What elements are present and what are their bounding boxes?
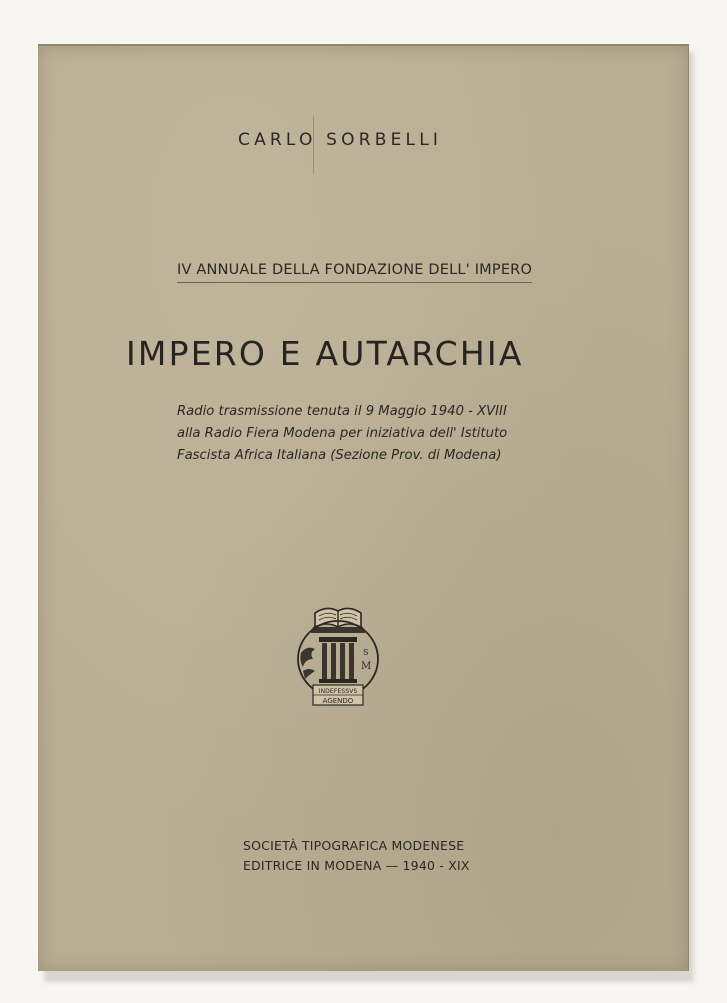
columns-icon bbox=[319, 637, 357, 683]
publisher-line: SOCIETÀ TIPOGRAFICA MODENESE bbox=[243, 838, 465, 853]
publisher-line: EDITRICE IN MODENA — 1940 - XIX bbox=[243, 858, 470, 873]
printer-mark-emblem-icon bbox=[293, 593, 383, 713]
author-name: CARLO SORBELLI bbox=[238, 130, 443, 150]
emblem-motto-line2: AGENDO bbox=[322, 697, 354, 705]
emblem-motto-line1: INDEFESSVS bbox=[318, 688, 358, 695]
publisher-block bbox=[243, 836, 470, 876]
subtitle-block bbox=[177, 401, 507, 467]
occasion-line: IV ANNUALE DELLA FONDAZIONE DELL' IMPERO bbox=[177, 262, 532, 283]
svg-text:M: M bbox=[361, 661, 372, 672]
subtitle-line: Fascista Africa Italiana (Sezione Prov. di Modena) bbox=[177, 448, 502, 463]
pamphlet-cover bbox=[38, 44, 689, 971]
book-title: IMPERO E AUTARCHIA bbox=[126, 334, 524, 373]
subtitle-line: alla Radio Fiera Modena per iniziativa dell' Istituto bbox=[177, 426, 508, 441]
svg-text:S: S bbox=[363, 648, 369, 657]
subtitle-line: Radio trasmissione tenuta il 9 Maggio 1940 - XVIII bbox=[177, 404, 507, 419]
